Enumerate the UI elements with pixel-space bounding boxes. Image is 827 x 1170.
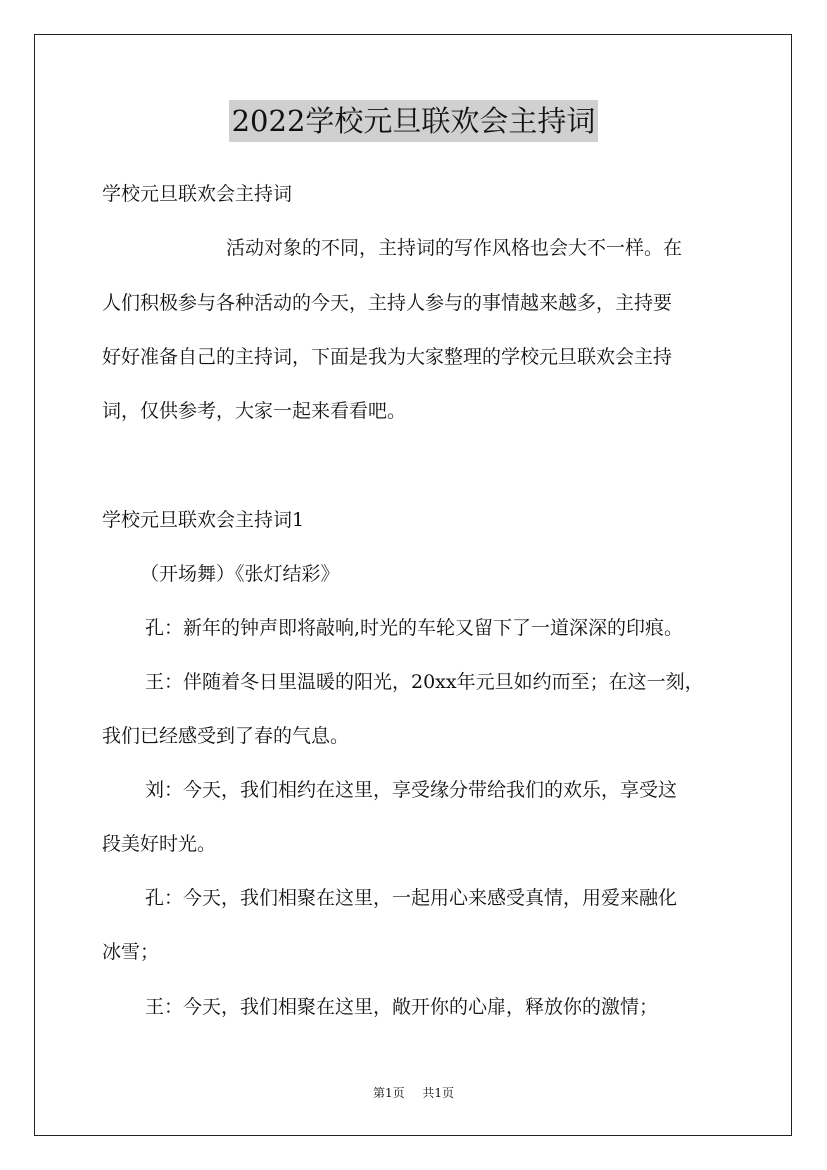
intro-line-3: 好好准备自己的主持词，下面是我为大家整理的学校元旦联欢会主持: [102, 346, 673, 368]
intro-line-4: 词，仅供参考，大家一起来看看吧。: [102, 400, 407, 422]
page-footer: [0, 1084, 827, 1101]
script-line-5: 段美好时光。: [102, 833, 217, 855]
intro-line-2: 人们积极参与各种活动的今天，主持人参与的事情越来越多，主持要: [102, 292, 673, 314]
document-title: 2022学校元旦联欢会主持词: [229, 100, 599, 142]
subheading: 学校元旦联欢会主持词: [102, 183, 293, 205]
script-line-6: 孔：今天，我们相聚在这里，一起用心来感受真情，用爱来融化: [145, 887, 678, 909]
script-line-8: 王：今天，我们相聚在这里，敞开你的心扉，释放你的激情；: [145, 996, 659, 1018]
script-line-3: 我们已经感受到了春的气息。: [102, 725, 350, 747]
page-number: 第1页: [373, 1086, 405, 1100]
script-line-1: 孔：新年的钟声即将敲响,时光的车轮又留下了一道深深的印痕。: [145, 617, 684, 639]
section-heading: 学校元旦联欢会主持词1: [102, 509, 305, 531]
intro-line-1: 活动对象的不同，主持词的写作风格也会大不一样。在: [226, 237, 683, 259]
script-line-7: 冰雪；: [102, 941, 160, 963]
title-container: [0, 100, 827, 142]
page-total: 共1页: [422, 1086, 454, 1100]
script-line-4: 刘：今天，我们相约在这里，享受缘分带给我们的欢乐，享受这: [145, 779, 678, 801]
opening-line: （开场舞）《张灯结彩》: [140, 563, 340, 585]
script-line-2: 王：伴随着冬日里温暖的阳光，20xx年元旦如约而至；在这一刻，: [145, 671, 704, 693]
